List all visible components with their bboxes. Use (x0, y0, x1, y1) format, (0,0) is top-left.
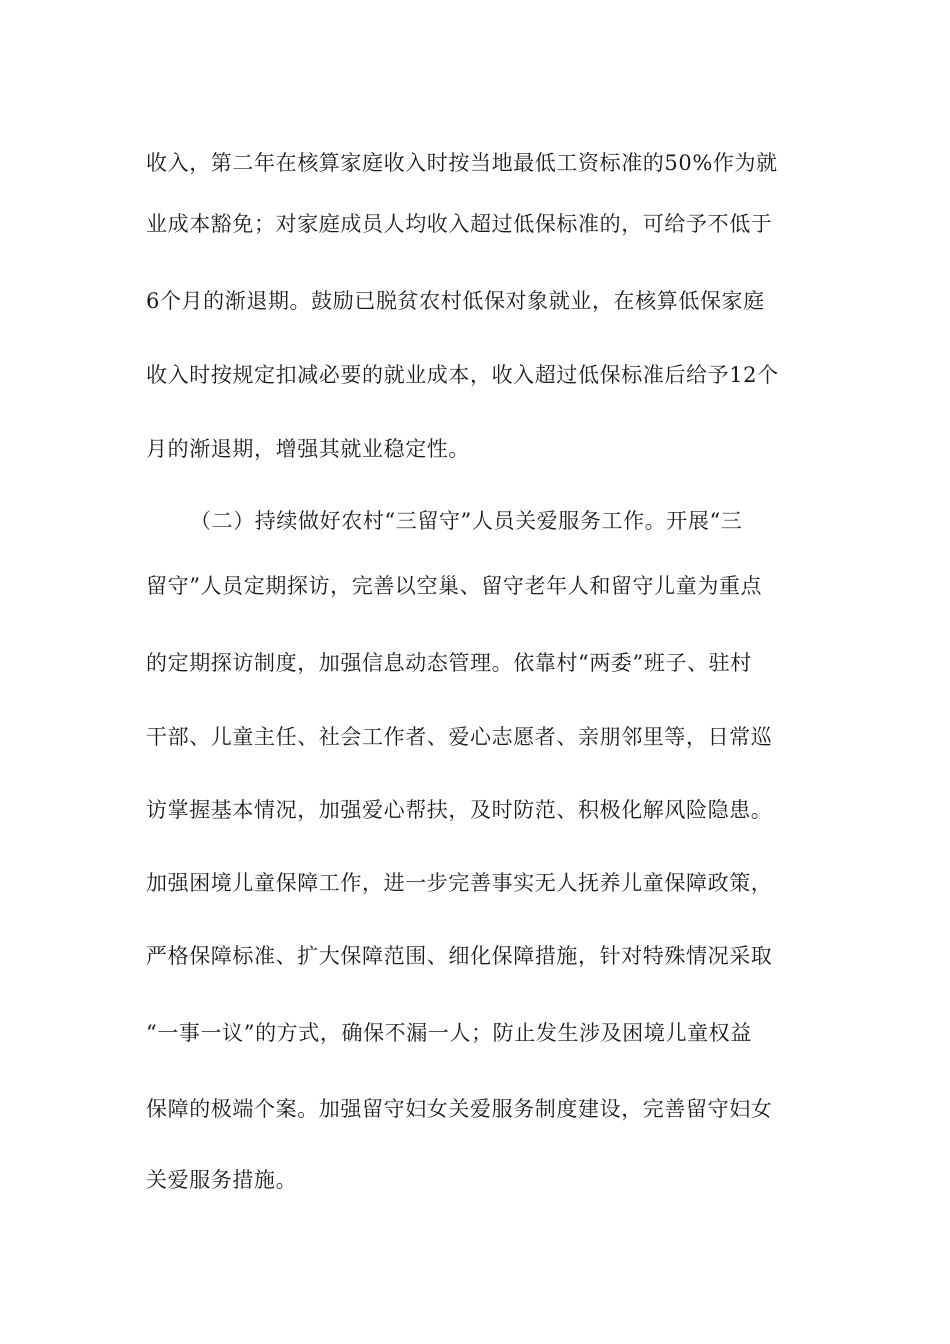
text-line: “一事一议”的方式，确保不漏一人；防止发生涉及困境儿童权益 (146, 1021, 752, 1045)
text-line: 访掌握基本情况，加强爱心帮扶，及时防范、积极化解风险隐患。 (146, 798, 773, 822)
text-line: 留守”人员定期探访，完善以空巢、留守老年人和留守儿童为重点 (146, 574, 763, 598)
text-line: 月的渐退期，增强其就业稳定性。 (146, 437, 470, 461)
text-line: 关爱服务措施。 (146, 1168, 298, 1192)
text-line: 干部、儿童主任、社会工作者、爱心志愿者、亲朋邻里等，日常巡 (146, 725, 773, 749)
text-line: 6个月的渐退期。鼓励已脱贫农村低保对象就业，在核算低保家庭 (146, 289, 765, 313)
text-line: 保障的极端个案。加强留守妇女关爱服务制度建设，完善留守妇女 (146, 1097, 773, 1121)
text-line: （二）持续做好农村“三留守”人员关爱服务工作。开展“三 (190, 509, 743, 533)
text-line: 收入时按规定扣减必要的就业成本，收入超过低保标准后给予12个 (146, 363, 779, 387)
text-line: 严格保障标准、扩大保障范围、细化保障措施，针对特殊情况采取 (146, 944, 773, 968)
text-line: 收入，第二年在核算家庭收入时按当地最低工资标准的50%作为就 (146, 151, 778, 175)
text-line: 加强困境儿童保障工作，进一步完善事实无人抚养儿童保障政策， (146, 871, 773, 895)
text-line: 的定期探访制度，加强信息动态管理。依靠村“两委”班子、驻村 (146, 651, 752, 675)
text-line: 业成本豁免；对家庭成员人均收入超过低保标准的，可给予不低于 (146, 212, 773, 236)
